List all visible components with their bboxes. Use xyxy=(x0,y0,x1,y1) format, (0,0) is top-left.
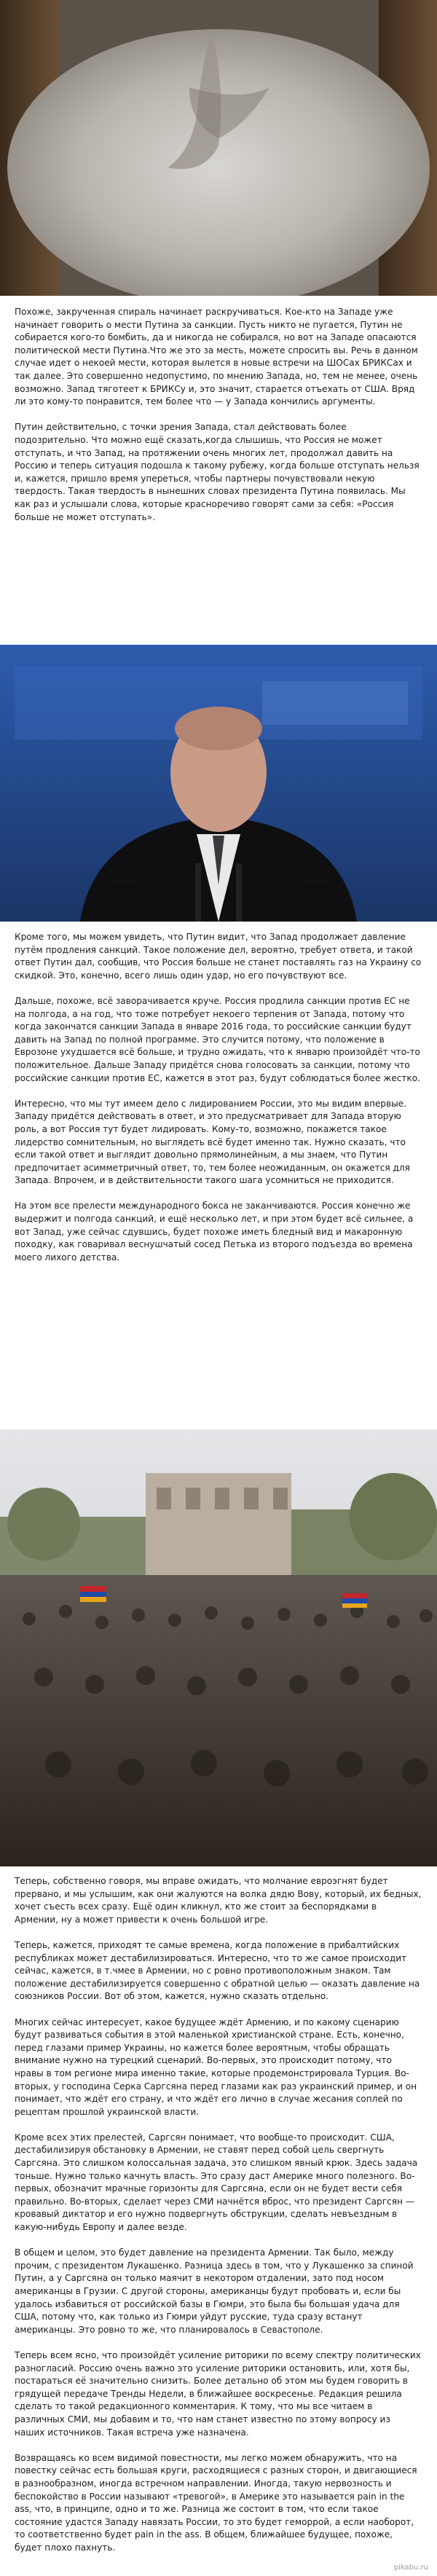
crowd-illustration xyxy=(0,1429,437,1866)
paragraph: Теперь, кажется, приходят те самые времена, когда положение в прибалтийских республиках может дестабилизироваться. Интересно, что то же самое происходит сейчас, кажется, в т.чмее в Армении, но с ровно противоположным знаком. Там положение дестабилизируется совершенно с обратной целью — оказать давление на союзников России. Вот об этом, кажется, нужно сказать отдельно. xyxy=(15,1939,420,2002)
paragraph: Кроме всех этих прелестей, Саргсян понимает, что вообще-то происходит. США, дестабилизируя обстановку в Армении, не ставят перед собой цель свергнуть Саргсяна. Это слишком колоссальная задача, это слишком явный крюк. Здесь задача тоньше. Нужно только качнуть власть. Это сразу даст Америке много полезного. Во-первых, обозначит мрачные горизонты для Саргсяна, если он не будет вести себя правильно. Во-вторых, сделает через СМИ начнётся вброс, что президент Саргсян — кровавый диктатор и его нужно подвергнуть обструкции, сделать невъездным в какую-нибудь Европу и далее везде. xyxy=(15,2132,418,2233)
text-block-2 xyxy=(15,931,422,1277)
paragraph: Теперь, собственно говоря, мы вправе ожидать, что молчание евроэгнят будет прервано, и мы услышим, как они жалуются на волка дядю Вову, который, их бедных, хочет съесть всех сразу. Ещё один кликнул, кто же стоит за беспорядками в Армении, ну а может привести к очень большой игре. xyxy=(15,1876,422,1925)
paragraph: Дальше, похоже, всё заворачивается круче. Россия продлила санкции против ЕС не на полгода, а на год, что тоже потребует некоего терпения от Запада, потому что когда закончатся санкции Запада в январе 2016 года, то российские санкции будут давить на Запад по полной программе. Это случится потому, что положение в Еврозоне ухудшается всё больше, и трудно ожидать, что к январю произойдёт что-то положительное. Дальше Западу придётся снова голосовать за санкции, потому что российские санкции против ЕС, кажется в этот раз, будут соблюдаться более жестко. xyxy=(15,995,420,1083)
paragraph: Кроме того, мы можем увидеть, что Путин видит, что Запад продолжает давление путём продления санкций. Такое положение дел, вероятно, требует ответа, и такой ответ Путин дал, сообщив, что Россия больше не станет поставлять газ на Украину со скидкой. Это, конечно, всего лишь один удар, но его почувствуют все. xyxy=(15,932,422,981)
paragraph: Теперь всем ясно, что произойдёт усиление риторики по всему спектру политических разногласий. Россию очень важно это усиление риторики остановить, или, хотя бы, постараться её значительно снизить. Более детально об этом мы будем говорить в грядущей передаче Тренды Недели, в ближайшее воскресенье. Редакция решила сделать то такой редакционного комментария. К тому, что мы все читаем в различных СМИ, мы добавим и то, что нам станет известно по этому вопросу из наших источников. Такая встреча уже назначена. xyxy=(15,2349,421,2438)
watermark: pikabu.ru xyxy=(393,2564,428,2572)
paragraph: Многих сейчас интересует, какое будущее ждёт Армению, и по какому сценарию будут развиваться события в этой маленькой христианской стране. Есть, конечно, перед глазами пример Украины, но кажется более вероятным, чтобы обращать внимание нужно на турецкий сценарий. Во-первых, это происходит потому, что нравы в том регионе мира именно такие, которые продемонстрировала Турция. Во-вторых, у господина Серка Саргсяна перед глазами как раз украинский пример, и он понимает, что ждёт его страну, и что ждёт его лично в случае жесания соплей по рецептам прошлой украинской власти. xyxy=(15,2017,417,2117)
speaker-photo xyxy=(0,645,437,922)
speaker-illustration xyxy=(0,645,437,922)
crowd-photo xyxy=(0,1429,437,1866)
paragraph: Путин действительно, с точки зрения Запада, стал действовать более подозрительно. Что можно ещё сказать,когда слышишь, что Россия не может отступать, и что Запад, на протяжении очень многих лет, продолжал давить на Россию и теперь ситуация подошла к такому рубежу, когда больше отступать нельзя и, кажется, пришло время упереться, чтобы партнеры почувствовали некую твердость. Такая твердость в нынешних словах президента Путина появилась. Мы как раз и услышали слова, которые красноречиво говорят сами за себя: «Россия больше не может отступать». xyxy=(15,422,420,522)
text-block-3 xyxy=(15,1875,422,2567)
cushion-photo xyxy=(0,0,437,296)
paragraph: Возвращаясь ко всем видимой повестности, мы легко можем обнаружить, что на повестку сейчас есть большая круги, расходящиеся с разных сторон, и двигающиеся в разнообразном, иногда встречном направлении. Иногда, такую нервозность и беспокойство в России называют «тревогой», в Америке это называется pain in the ass, что, в принципе, одно и то же. Разница же состоит в том, что если такое состояние удастся Западу навязать России, то это будет геморрой, а если наоборот, то соответственно будет pain in the ass. В общем, ближайшее будущее, похоже, будет плохо пахнуть. xyxy=(15,2452,417,2553)
paragraph: На этом все прелести международного бокса не заканчиваются. Россия конечно же выдержит и полгода санкций, и ещё несколько лет, и при этом будет всё сильнее, а вот Запад, уже сейчас сдувшись, будет похоже иметь бледный вид и макаронную походку, как говаривал веснушчатый сосед Петька из второго подъезда во времена моего лихого детства. xyxy=(15,1201,414,1263)
paragraph: В общем и целом, это будет давление на президента Армении. Так было, между прочим, с президентом Лукашенко. Разница здесь в том, что у Лукашенко за спиной Путин, а у Саргсяна он только маячит в некотором отдалении, зато под носом американцы в Грузии. С другой стороны, американцы будут пробовать и, если бы удалось избавиться от российской базы в Гюмри, это была бы большая удача для США, потому что, как только из Гюмри уйдут русские, туда сразу встанут американцы. Это ровно то же, что планировалось в Севастополе. xyxy=(15,2247,414,2335)
cushion-illustration xyxy=(0,0,437,296)
text-block-1 xyxy=(15,306,422,537)
paragraph: Похоже, закрученная спираль начинает раскручиваться. Кое-кто на Западе уже начинает говорить о мести Путина за санкции. Пусть никто не пугается, Путин не собирается кого-то бомбить, да и никогда не собирался, но вот на Западе опасаются политической мести Путина.Что же это за месть, можете спросить вы. Речь в данном случае идет о некоей мести, которая вылется в новые встречи на ШОСах БРИКСах и так далее. Это совершенно недопустимо, по мнению Запада, но, тем не менее, очень возможно. Запад тяготеет к БРИКСу и, это значит, старается отъехать от США. Вряд ли это кому-то понравится, тем более что — у Запада кончились аргументы. xyxy=(15,307,418,407)
paragraph: Интересно, что мы тут имеем дело с лидированием России, это мы видим впервые. Западу придётся действовать в ответ, и это предусматривает для Запада вторую роль, а вот Россия тут будет лидировать. Кому-то, возможно, покажется такое лидерство сомнительным, но выглядеть всё будет именно так. Нужно сказать, что если такой ответ и выглядит довольно прямолинейным, а мы знаем, что Путин предпочитает асимметричный ответ, то, тем более неожиданным, он окажется для Запада. Впрочем, и в действительности такого шага усомниться не приходится. xyxy=(15,1098,410,1186)
